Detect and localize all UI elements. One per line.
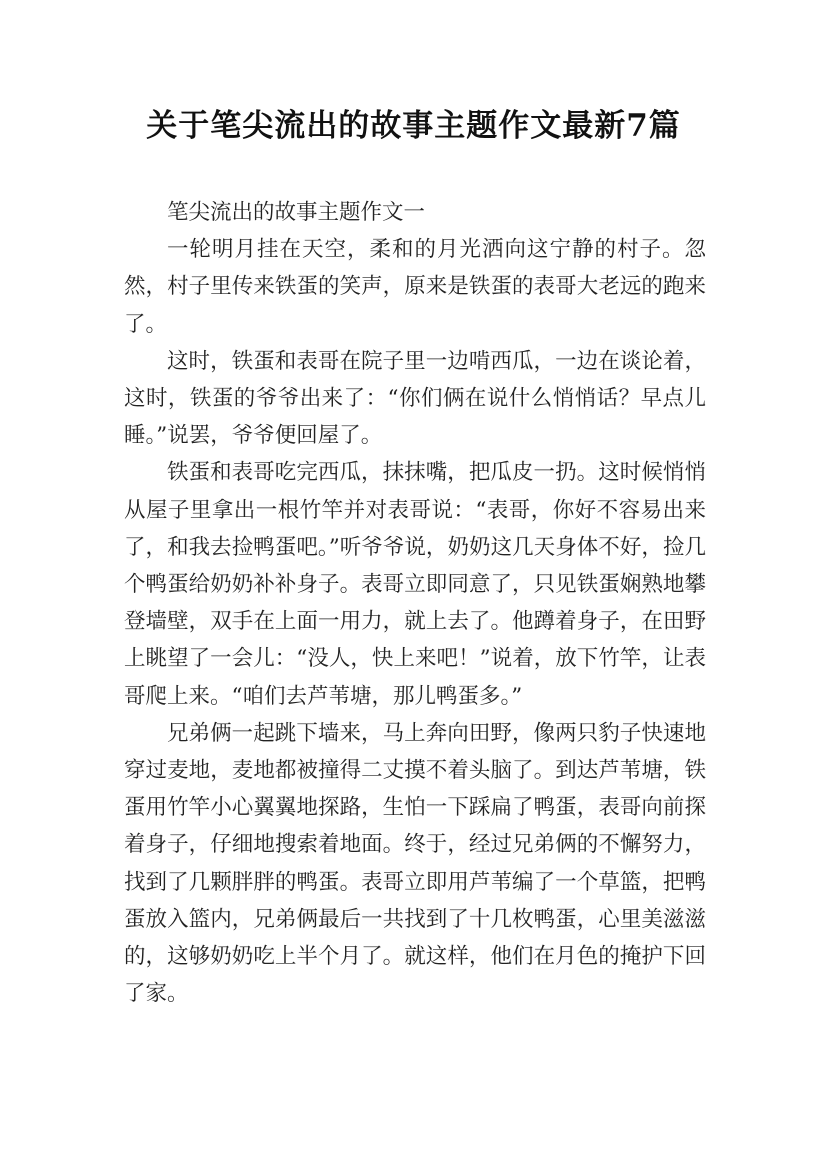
paragraph-3: 铁蛋和表哥吃完西瓜，抹抹嘴，把瓜皮一扔。这时候悄悄从屋子里拿出一根竹竿并对表哥说：“表哥，你好不容易出来了，和我去捡鸭蛋吧。”听爷爷说，奶奶这几天身体不好，捡几个鸭蛋给奶奶补补身子。表哥立即同意了，只见铁蛋娴熟地攀登墙壁，双手在上面一用力，就上去了。他蹲着身子，在田野上眺望了一会儿：“没人，快上来吧！”说着，放下竹竿，让表哥爬上来。“咱们去芦苇塘，那儿鸭蛋多。” <box>124 460 706 709</box>
paragraph-2: 这时，铁蛋和表哥在院子里一边啃西瓜，一边在谈论着，这时，铁蛋的爷爷出来了：“你们俩在说什么悄悄话？早点儿睡。”说罢，爷爷便回屋了。 <box>124 348 706 449</box>
section-heading: 笔尖流出的故事主题作文一 <box>167 200 426 225</box>
paragraph-1: 一轮明月挂在天空，柔和的月光洒向这宁静的村子。忽然，村子里传来铁蛋的笑声，原来是铁蛋的表哥大老远的跑来了。 <box>124 237 706 337</box>
document-body <box>124 194 706 1012</box>
paragraph-4: 兄弟俩一起跳下墙来，马上奔向田野，像两只豹子快速地穿过麦地，麦地都被撞得二丈摸不着头脑了。到达芦苇塘，铁蛋用竹竿小心翼翼地探路，生怕一下踩扁了鸭蛋，表哥向前探着身子，仔细地搜索着地面。终于，经过兄弟俩的不懈努力，找到了几颗胖胖的鸭蛋。表哥立即用芦苇编了一个草篮，把鸭蛋放入篮内，兄弟俩最后一共找到了十几枚鸭蛋，心里美滋滋的，这够奶奶吃上半个月了。就这样，他们在月色的掩护下回了家。 <box>124 720 706 1007</box>
document-title: 关于笔尖流出的故事主题作文最新7篇 <box>146 108 681 144</box>
